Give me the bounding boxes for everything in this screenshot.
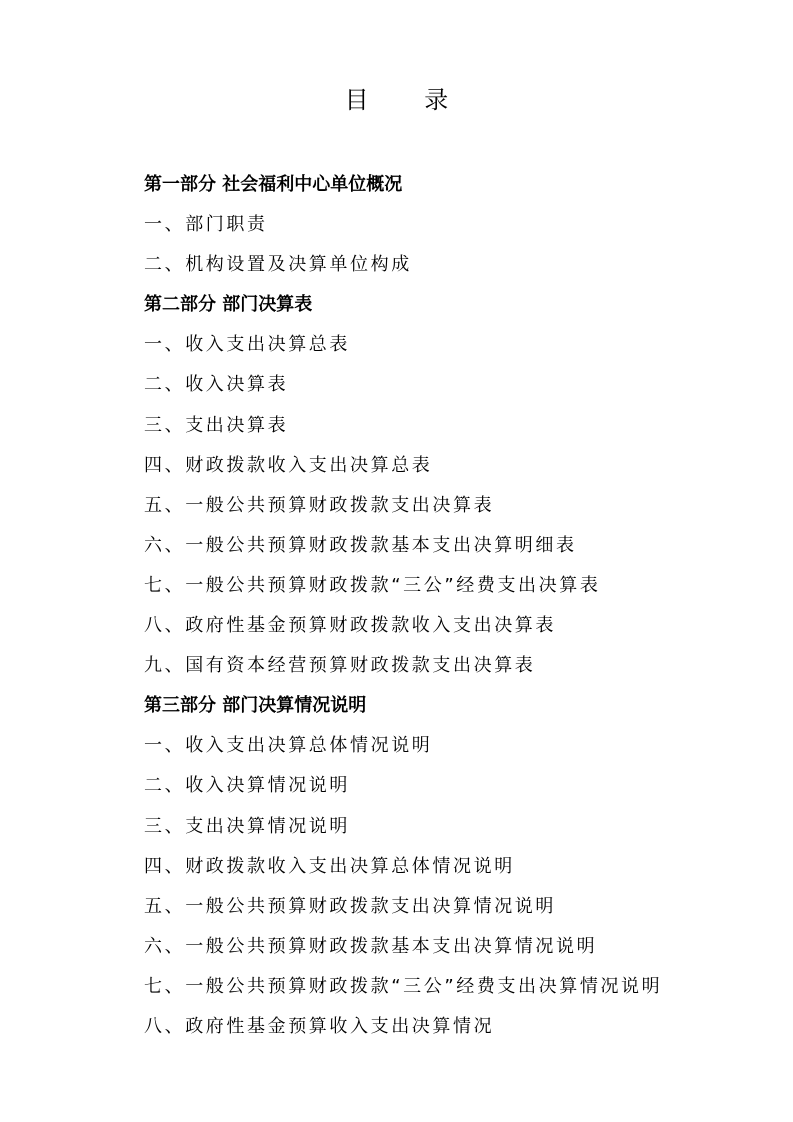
toc-item[interactable]: 二、收入决算情况说明 [144,775,350,797]
toc-item[interactable]: 三、支出决算表 [144,414,289,436]
toc-item[interactable]: 二、机构设置及决算单位构成 [144,254,412,276]
toc-item[interactable]: 八、政府性基金预算收入支出决算情况 [144,1015,495,1037]
toc-item[interactable]: 一、部门职责 [144,214,268,236]
toc-section-3[interactable]: 第三部分 部门决算情况说明 [144,695,367,717]
toc-item[interactable]: 二、收入决算表 [144,374,289,396]
toc-item[interactable]: 四、财政拨款收入支出决算总体情况说明 [144,855,515,877]
page-title: 目 录 [344,86,473,114]
table-of-contents [144,165,764,1047]
toc-item[interactable]: 六、一般公共预算财政拨款基本支出决算情况说明 [144,935,598,957]
toc-item[interactable]: 九、国有资本经营预算财政拨款支出决算表 [144,655,536,677]
toc-item[interactable]: 七、一般公共预算财政拨款“三公”经费支出决算表 [144,574,601,596]
toc-section-2[interactable]: 第二部分 部门决算表 [144,294,313,316]
toc-item[interactable]: 七、一般公共预算财政拨款“三公”经费支出决算情况说明 [144,975,663,997]
toc-item[interactable]: 三、支出决算情况说明 [144,815,350,837]
toc-item[interactable]: 一、收入支出决算总表 [144,334,350,356]
toc-item[interactable]: 一、收入支出决算总体情况说明 [144,735,433,757]
toc-item[interactable]: 五、一般公共预算财政拨款支出决算情况说明 [144,895,556,917]
toc-item[interactable]: 八、政府性基金预算财政拨款收入支出决算表 [144,615,556,637]
toc-section-1[interactable]: 第一部分 社会福利中心单位概况 [144,174,403,195]
toc-item[interactable]: 四、财政拨款收入支出决算总表 [144,454,433,476]
toc-item[interactable]: 六、一般公共预算财政拨款基本支出决算明细表 [144,534,577,556]
toc-item[interactable]: 五、一般公共预算财政拨款支出决算表 [144,494,495,516]
